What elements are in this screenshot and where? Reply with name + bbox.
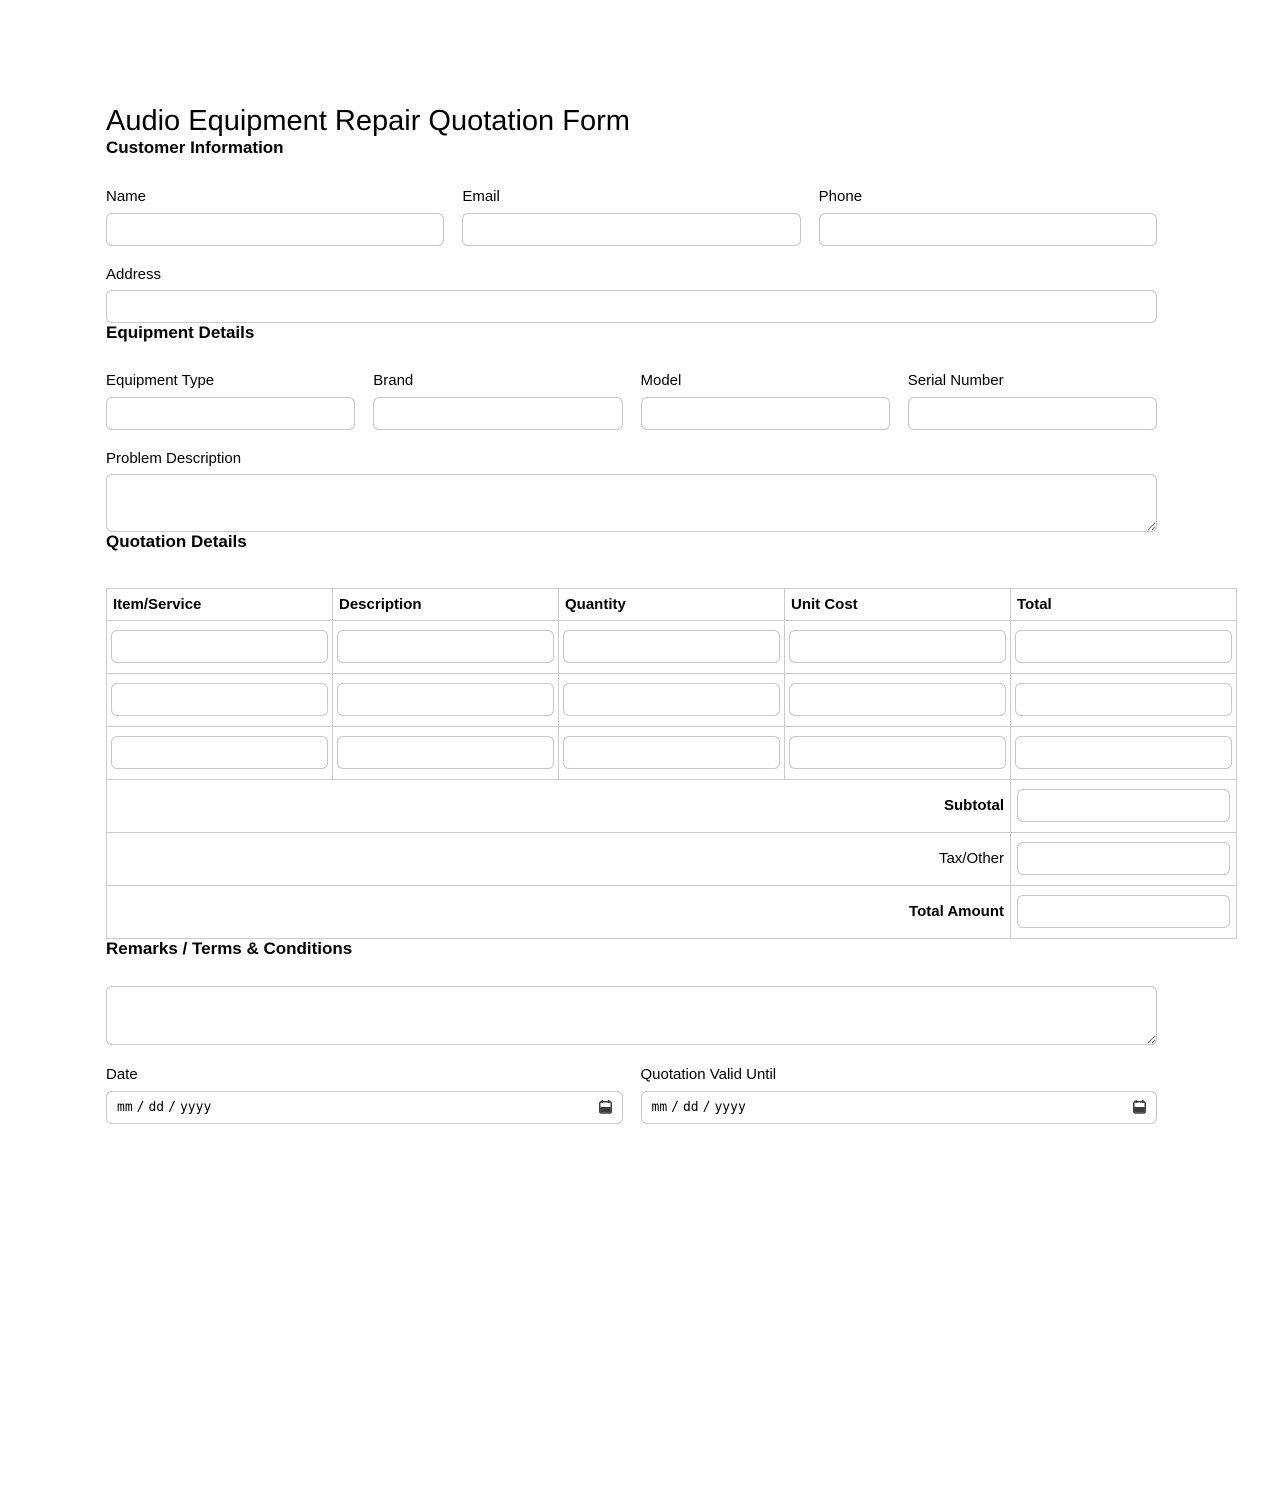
row3-total-input[interactable] <box>1015 736 1232 769</box>
problem-description-field <box>106 450 1157 532</box>
row2-unit-cost-input[interactable] <box>789 683 1006 716</box>
section-heading-remarks: Remarks / Terms & Conditions <box>106 938 353 958</box>
equipment-fields-row <box>106 372 1157 430</box>
date-yyyy-segment[interactable]: yyyy <box>179 1099 212 1115</box>
dates-row <box>106 1066 1157 1124</box>
problem-description-label: Problem Description <box>106 450 242 468</box>
date-input[interactable] <box>106 1091 623 1124</box>
tax-other-input[interactable] <box>1017 842 1230 875</box>
row2-total-input[interactable] <box>1015 683 1232 716</box>
valid-until-label: Quotation Valid Until <box>640 1065 777 1083</box>
email-label: Email <box>462 187 500 205</box>
subtotal-row <box>107 779 1237 832</box>
row1-unit-cost-input[interactable] <box>789 630 1006 663</box>
date-separator: / <box>136 1099 145 1115</box>
col-header-item-service: Item/Service <box>107 588 333 620</box>
col-header-description: Description <box>333 588 559 620</box>
brand-field <box>373 372 622 430</box>
equipment-type-label: Equipment Type <box>106 372 215 390</box>
total-amount-label: Total Amount <box>107 885 1011 938</box>
row2-item-service-input[interactable] <box>111 683 328 716</box>
tax-other-label: Tax/Other <box>107 832 1011 885</box>
brand-input[interactable] <box>373 397 622 430</box>
serial-number-label: Serial Number <box>907 372 1004 390</box>
name-field <box>106 188 444 246</box>
col-header-unit-cost: Unit Cost <box>785 588 1011 620</box>
serial-number-field <box>908 372 1157 430</box>
row1-description-input[interactable] <box>337 630 554 663</box>
email-field <box>462 188 800 246</box>
total-amount-row <box>107 885 1237 938</box>
col-header-quantity: Quantity <box>559 588 785 620</box>
row3-item-service-input[interactable] <box>111 736 328 769</box>
row1-item-service-input[interactable] <box>111 630 328 663</box>
brand-label: Brand <box>373 372 414 390</box>
date-separator: / <box>702 1099 711 1115</box>
address-field <box>106 266 1157 323</box>
date-label: Date <box>106 1065 138 1083</box>
quotation-row-1 <box>107 620 1237 673</box>
date-yyyy-segment[interactable]: yyyy <box>714 1099 746 1115</box>
model-field <box>641 372 890 430</box>
row2-quantity-input[interactable] <box>563 683 780 716</box>
quotation-row-3 <box>107 726 1237 779</box>
phone-field <box>819 188 1157 246</box>
quotation-header-row <box>107 588 1237 620</box>
date-dd-segment[interactable]: dd <box>148 1099 165 1115</box>
equipment-type-field <box>106 372 355 430</box>
page-title: Audio Equipment Repair Quotation Form <box>106 105 630 137</box>
remarks-textarea[interactable] <box>106 986 1157 1045</box>
model-input[interactable] <box>641 397 890 430</box>
model-label: Model <box>640 372 682 390</box>
date-mm-segment[interactable]: mm <box>117 1099 133 1115</box>
row2-description-input[interactable] <box>337 683 554 716</box>
customer-fields-row <box>106 188 1157 246</box>
calendar-icon[interactable] <box>1133 1100 1146 1114</box>
subtotal-label: Subtotal <box>107 779 1011 832</box>
col-header-total: Total <box>1011 588 1237 620</box>
row1-total-input[interactable] <box>1015 630 1232 663</box>
date-separator: / <box>671 1099 679 1115</box>
date-placeholder <box>117 1100 211 1115</box>
address-input[interactable] <box>106 290 1157 323</box>
calendar-icon[interactable] <box>599 1100 612 1114</box>
quotation-row-2 <box>107 673 1237 726</box>
phone-label: Phone <box>818 187 863 205</box>
date-separator: / <box>168 1099 176 1115</box>
valid-until-placeholder <box>652 1100 746 1115</box>
section-heading-customer: Customer Information <box>106 138 284 158</box>
name-label: Name <box>106 187 147 205</box>
name-input[interactable] <box>106 213 444 246</box>
subtotal-input[interactable] <box>1017 789 1230 822</box>
section-heading-quotation: Quotation Details <box>106 532 247 552</box>
row3-description-input[interactable] <box>337 736 554 769</box>
quotation-table <box>106 588 1237 939</box>
tax-other-row <box>107 832 1237 885</box>
row3-quantity-input[interactable] <box>563 736 780 769</box>
row3-unit-cost-input[interactable] <box>789 736 1006 769</box>
valid-until-input[interactable] <box>641 1091 1158 1124</box>
phone-input[interactable] <box>819 213 1157 246</box>
total-amount-input[interactable] <box>1017 895 1230 928</box>
email-input[interactable] <box>462 213 800 246</box>
serial-number-input[interactable] <box>908 397 1157 430</box>
equipment-type-input[interactable] <box>106 397 355 430</box>
problem-description-textarea[interactable] <box>106 474 1157 532</box>
address-label: Address <box>106 265 162 283</box>
valid-until-field <box>641 1066 1158 1124</box>
date-mm-segment[interactable]: mm <box>651 1099 668 1115</box>
row1-quantity-input[interactable] <box>563 630 780 663</box>
date-field <box>106 1066 623 1124</box>
date-dd-segment[interactable]: dd <box>682 1099 699 1115</box>
section-heading-equipment: Equipment Details <box>106 322 255 342</box>
